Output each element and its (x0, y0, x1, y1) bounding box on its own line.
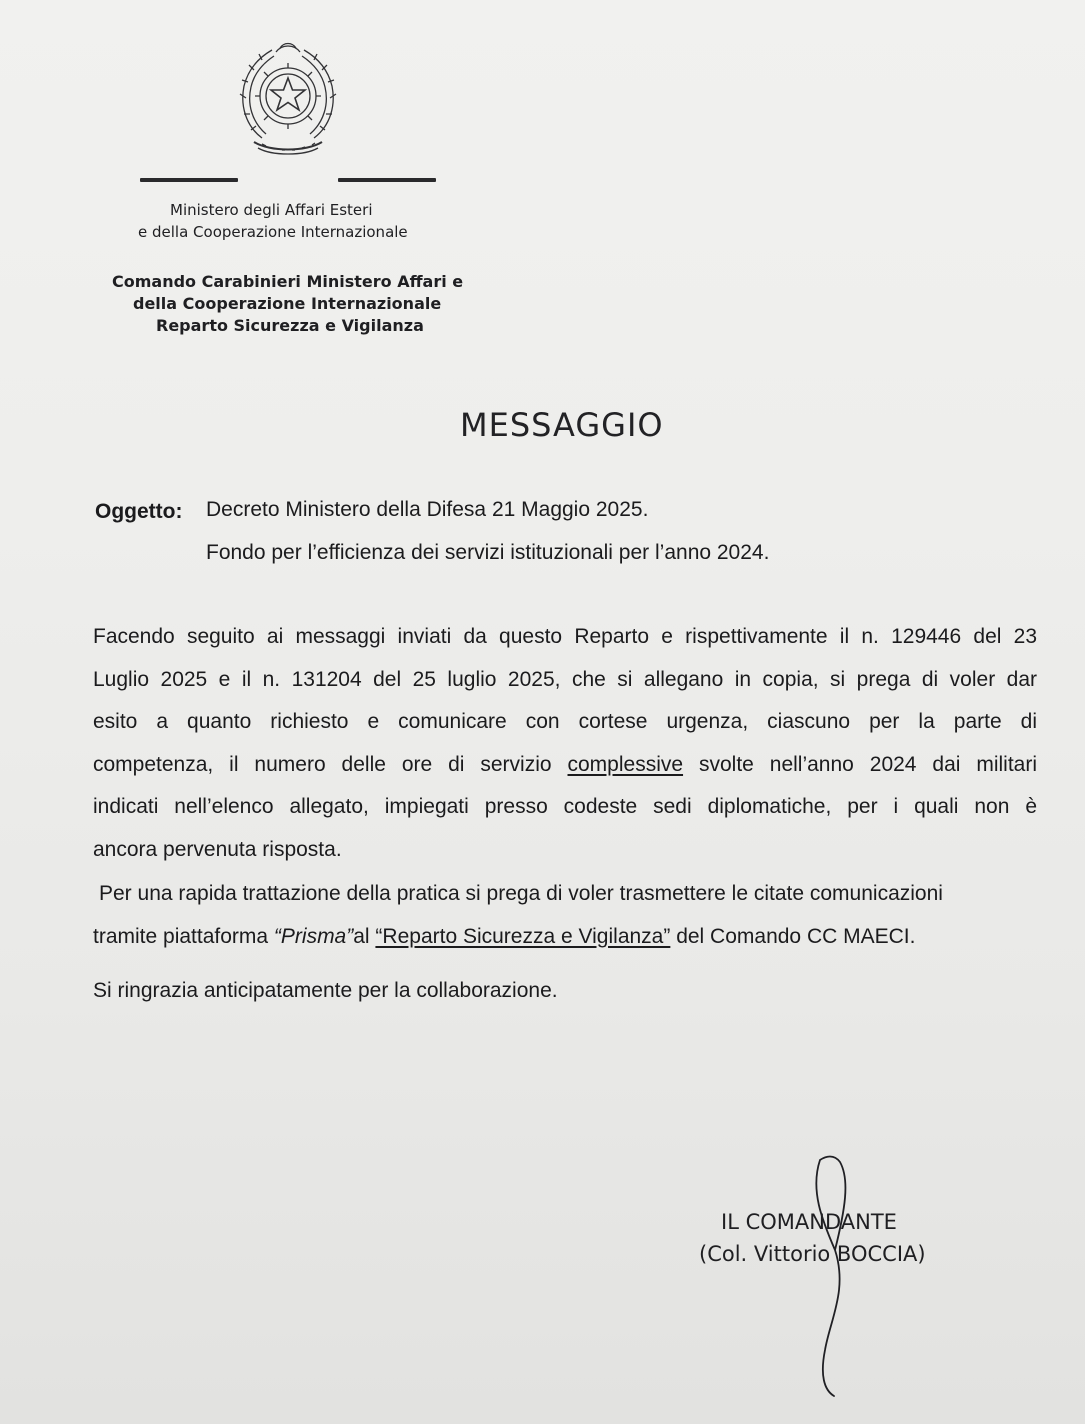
document-title: MESSAGGIO (460, 406, 664, 444)
header-rule-left (140, 178, 238, 182)
command-name-line-3: Reparto Sicurezza e Vigilanza (156, 316, 424, 335)
body-text-segment: svolte nell’anno 2024 dai militari (698, 752, 1038, 776)
subject-line-2: Fondo per l’efficienza dei servizi istituzionali per l’anno 2024. (206, 541, 770, 564)
body-line (93, 744, 1037, 787)
body-text-segment: competenza, il numero delle ore di servizio (93, 752, 552, 776)
recipient-unit: “Reparto Sicurezza e Vigilanza” (375, 924, 671, 948)
body-line (93, 916, 1037, 959)
body-line: Per una rapida trattazione della pratica si prega di voler trasmettere le citate comunicazioni (99, 882, 943, 905)
body-text-segment: al (353, 924, 376, 948)
body-line: Facendo seguito ai messaggi inviati da questo Reparto e rispettivamente il n. 129446 del 23 (93, 625, 1037, 648)
platform-name: “Prisma” (273, 924, 354, 948)
body-paragraph-1 (93, 616, 1037, 871)
subject-label: Oggetto: (95, 500, 183, 523)
header-rule-right (338, 178, 436, 182)
underlined-word: complessive (567, 752, 684, 776)
body-text-segment: del Comando CC MAECI. (670, 924, 916, 948)
subject-line-1: Decreto Ministero della Difesa 21 Maggio 2025. (206, 498, 649, 521)
handwritten-signature-icon (790, 1150, 880, 1400)
body-paragraph-3: Si ringrazia anticipatamente per la collaborazione. (93, 979, 558, 1002)
signature-title: IL COMANDANTE (721, 1210, 897, 1234)
body-line: esito a quanto richiesto e comunicare con cortese urgenza, ciascuno per la parte di (93, 710, 1037, 733)
ministry-name-line-2: e della Cooperazione Internazionale (138, 223, 408, 241)
body-paragraph-2 (93, 873, 1037, 958)
body-line: Luglio 2025 e il n. 131204 del 25 luglio 2025, che si allegano in copia, si prega di voler dar (93, 667, 1037, 691)
command-name-line-2: della Cooperazione Internazionale (133, 294, 442, 313)
signature-name: (Col. Vittorio BOCCIA) (699, 1242, 926, 1266)
body-line: indicati nell’elenco allegato, impiegati presso codeste sedi diplomatiche, per i quali non è (93, 795, 1037, 818)
ministry-name-line-1: Ministero degli Affari Esteri (170, 201, 373, 219)
command-name-line-1: Comando Carabinieri Ministero Affari e (112, 272, 464, 291)
italian-republic-emblem-icon (232, 38, 344, 160)
body-text-segment: tramite piattaforma (93, 924, 274, 948)
body-line: ancora pervenuta risposta. (93, 837, 342, 861)
